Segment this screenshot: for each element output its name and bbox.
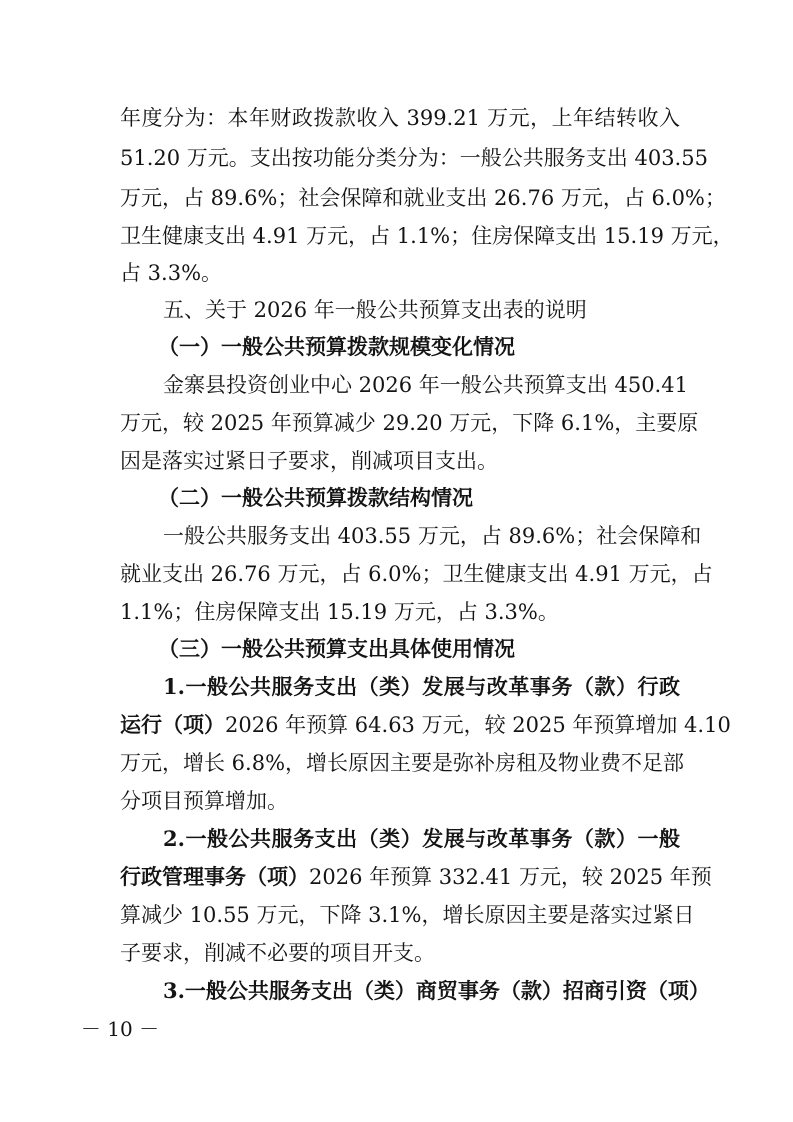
body-text-line: 占 3.3%。 [120,261,223,285]
item-heading-continuation: 运行（项） [120,712,225,737]
body-text-span: 2026 年预算 332.41 万元，较 2025 年预 [309,865,712,889]
subsection-heading: （二）一般公共预算拨款结构情况 [158,485,473,510]
body-text-line: 算减少 10.55 万元，下降 3.1%，增长原因主要是落实过紧日 [120,903,695,927]
body-text-line: 子要求，削减不必要的项目开支。 [120,941,435,965]
body-text-line: 卫生健康支出 4.91 万元，占 1.1%；住房保障支出 15.19 万元， [120,224,734,248]
page-number: － 10 － [80,1017,160,1041]
section-heading: 五、关于 2026 年一般公共预算支出表的说明 [163,298,587,322]
body-text-line: 分项目预算增加。 [120,789,288,813]
body-text-line: 就业支出 26.76 万元，占 6.0%；卫生健康支出 4.91 万元，占 [120,562,713,586]
body-text-line: 年度分为：本年财政拨款收入 399.21 万元，上年结转收入 [120,106,680,130]
body-text-line: 万元，增长 6.8%，增长原因主要是弥补房租及物业费不足部 [120,751,685,775]
item-heading-line: 1.一般公共服务支出（类）发展与改革事务（款）行政 [163,674,680,699]
item-heading-line: 2.一般公共服务支出（类）发展与改革事务（款）一般 [163,826,680,851]
body-text-line [120,862,712,892]
body-text-line: 1.1%；住房保障支出 15.19 万元，占 3.3%。 [120,600,559,624]
body-text-line: 51.20 万元。支出按功能分类分为：一般公共服务支出 403.55 [120,146,708,170]
body-text-line: 金寨县投资创业中心 2026 年一般公共预算支出 450.41 [163,373,688,397]
body-text-span: 2026 年预算 64.63 万元，较 2025 年预算增加 4.10 [225,713,731,737]
body-text-line: 万元，较 2025 年预算减少 29.20 万元，下降 6.1%，主要原 [120,411,699,435]
subsection-heading: （一）一般公共预算拨款规模变化情况 [158,334,515,359]
item-heading-continuation: 行政管理事务（项） [120,864,309,889]
item-heading-line: 3.一般公共服务支出（类）商贸事务（款）招商引资（项） [163,978,710,1003]
body-text-line [120,710,731,740]
body-text-line: 一般公共服务支出 403.55 万元，占 89.6%；社会保障和 [163,524,702,548]
body-text-line: 万元，占 89.6%；社会保障和就业支出 26.76 万元，占 6.0%； [120,186,726,210]
subsection-heading: （三）一般公共预算支出具体使用情况 [158,636,515,661]
body-text-line: 因是落实过紧日子要求，削减项目支出。 [120,449,498,473]
